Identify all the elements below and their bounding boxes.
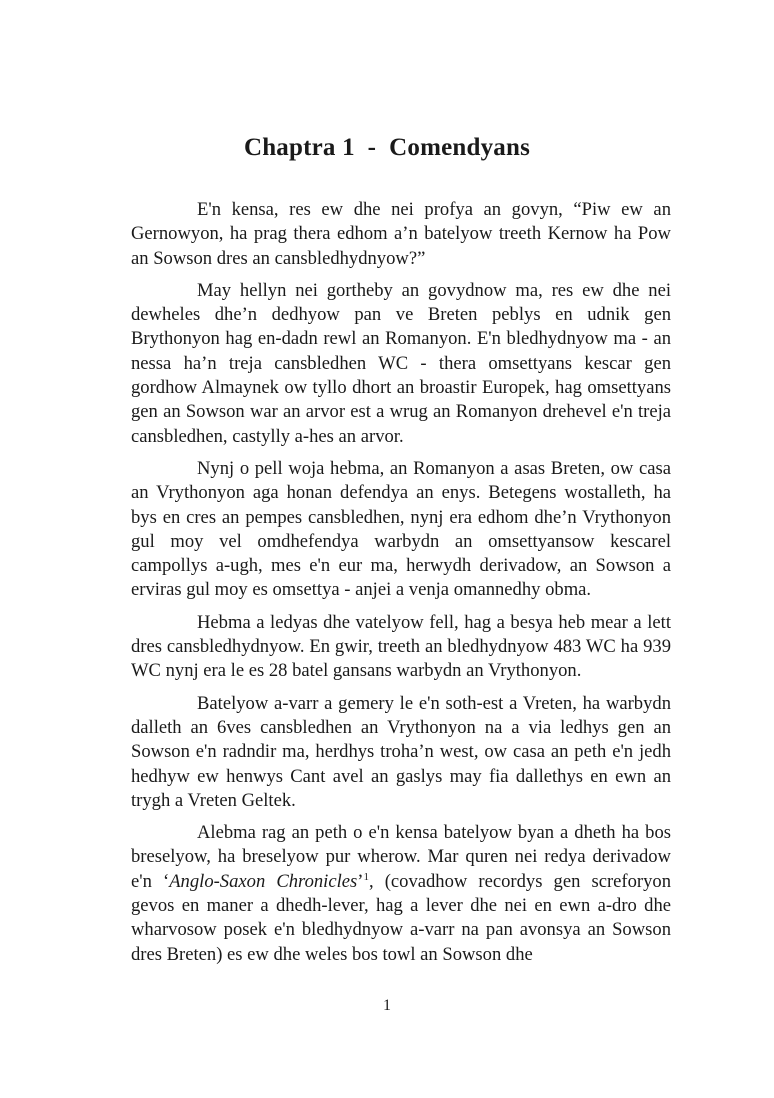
paragraph-6 bbox=[131, 821, 671, 967]
paragraph-1: E'n kensa, res ew dhe nei profya an govyn, “Piw ew an Gernowyon, ha prag thera edhom a’n batelyow treeth Kernow ha Pow an Sowson dres an cansbledhydnyow?” bbox=[131, 199, 671, 269]
paragraph-6-quote-close: ’ bbox=[357, 870, 364, 892]
paragraph-5: Batelyow a-varr a gemery le e'n soth-est a Vreten, ha warbydn dalleth an 6ves cansbledhen an Vrythonyon na a via ledhys gen an Sowson e'n radndir ma, herdhys troha’n west, ow casa an peth e'n jedh hedhyw ew henwys Cant avel an gaslys may fia dallethys en ewn an trygh a Vreten Geltek. bbox=[131, 692, 671, 811]
paragraph-2: May hellyn nei gortheby an govydnow ma, res ew dhe nei dewheles dhe’n dedhyow pan ve Breten peblys en udnik gen Brythonyon hag en-dadn rewl an Romanyon. E'n bledhydnyow ma - an nessa ha’n treja cansbledhen WC - thera omsettyans kescar gen gordhow Almaynek ow tyllo dhort an broastir Europek, hag omsettyans gen an Sowson war an arvor est a wrug an Romanyon drehevel e'n treja cansbledhen, castylly a-hes an arvor. bbox=[131, 279, 671, 447]
footnote-marker[interactable]: 1 bbox=[363, 870, 369, 883]
chapter-title: Chaptra 1 - Comendyans bbox=[243, 134, 531, 161]
paragraph-3: Nynj o pell woja hebma, an Romanyon a asas Breten, ow casa an Vrythonyon aga honan defendya an enys. Betegens wostalleth, ha bys en cres an pempes cansbledhen, nynj era edhom dhe’n Vrythonyon gul moy vel omdhefendya warbydn an omsettyansow kescarel campollys a-ugh, mes e'n eur ma, herwydh derivadow, an Sowson a erviras gul moy es omsettya - anjei a venja omannedhy obma. bbox=[131, 457, 671, 601]
paragraph-4: Hebma a ledyas dhe vatelyow fell, hag a besya heb mear a lett dres cansbledhydnyow. En gwir, treeth an bledhydnyow 483 WC ha 939 WC nynj era le es 28 batel gansans warbydn an Vrythonyon. bbox=[131, 611, 671, 682]
paragraph-6-text-a: Alebma rag an peth o e'n kensa batelyow byan a dheth ha bos breselyow, ha breselyow pur wherow. Mar quren nei redya derivadow e'n ‘ bbox=[131, 822, 671, 892]
paragraph-6-text-b: , (covadhow recordys gen screforyon gevos en maner a dhedh-lever, hag a lever dhe nei en ewn a-dro dhe wharvosow posek e'n bledhydnyow a-varr na pan avonsya an Sowson dres Breten) es ew dhe weles bos towl an Sowson dhe bbox=[131, 870, 671, 965]
page-number: 1 bbox=[383, 997, 391, 1014]
chapter-body bbox=[131, 198, 671, 975]
chronicle-title-italic: Anglo-Saxon Chronicles bbox=[169, 870, 358, 892]
